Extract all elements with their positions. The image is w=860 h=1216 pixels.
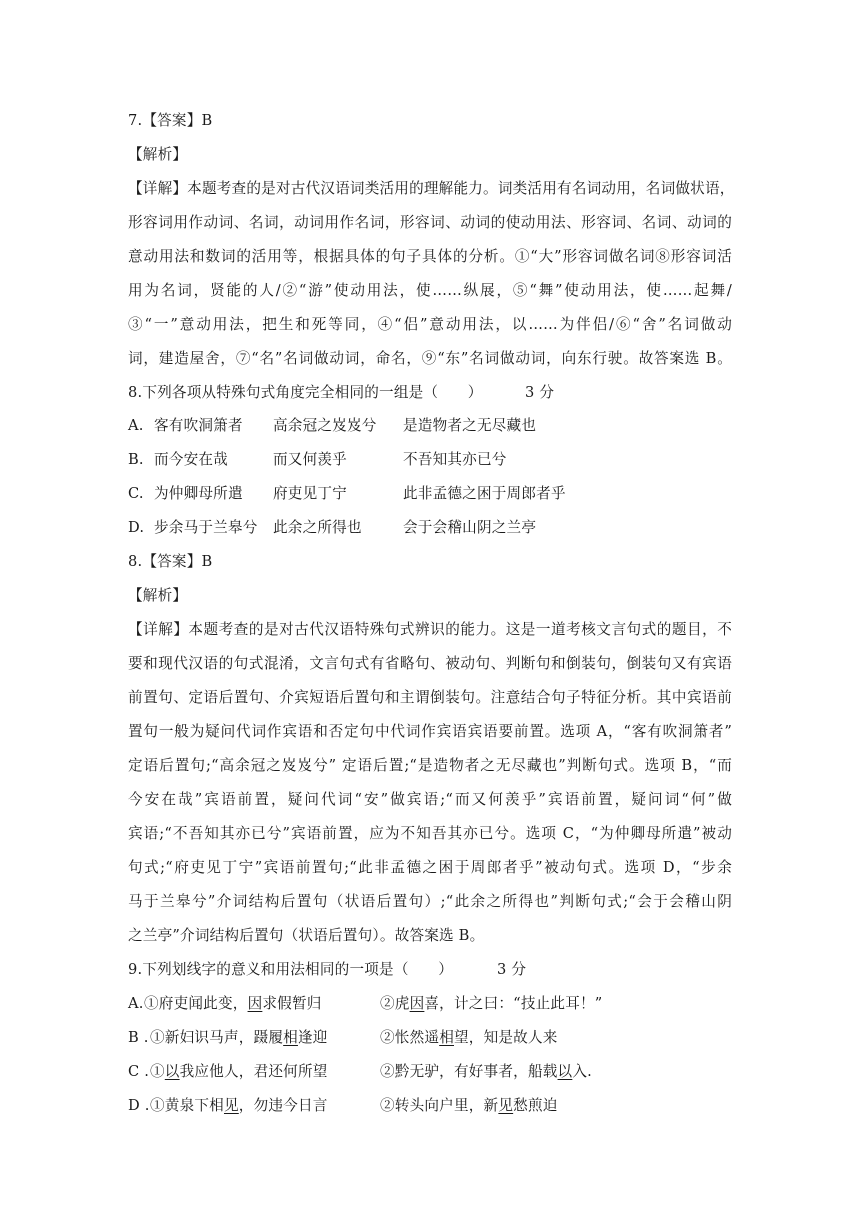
q8-detail-line: 马于兰皋兮”介词结构后置句（状语后置句）;“此余之所得也”判断句式;“会于会稽山阴	[128, 893, 732, 910]
option-right	[380, 994, 602, 1014]
option-part: 而今安在哉	[154, 451, 228, 468]
option-label: D.	[128, 519, 145, 536]
text: ①府吏闻此变，	[144, 995, 248, 1012]
underlined-char: 因	[247, 995, 263, 1012]
q7-detail-line: 形容词用作动词、名词，动词用作名词，形容词、动词的使动用法、形容词、名词、动词的	[128, 214, 732, 231]
q7-analysis-label: 【解析】	[128, 146, 188, 163]
option-part: 会于会稽山阴之兰亭	[403, 519, 537, 536]
text: ②转头向户里，新	[380, 1097, 499, 1114]
q9-option-c	[128, 1062, 728, 1082]
option-label: D .	[128, 1097, 150, 1114]
text: 喜，计之曰：“技止此耳！”	[424, 995, 603, 1012]
q7-answer: 7.【答案】B	[128, 112, 213, 129]
option-part: 是造物者之无尽藏也	[403, 417, 537, 434]
option-label: A.	[128, 417, 144, 434]
q7-detail-line: 用为名词，贤能的人/②“游”使动用法，使……纵展，⑤“舞”使动用法，使……起舞/	[128, 282, 732, 299]
option-part: 为仲卿母所遣	[154, 485, 243, 502]
option-left	[150, 1062, 328, 1082]
q8-detail-line: 要和现代汉语的句式混淆，文言句式有省略句、被动句、判断句和倒装句，倒装句又有宾语	[128, 655, 732, 672]
q7-detail-line: 意动用法和数词的活用等，根据具体的句子具体的分析。①“大”形容词做名词⑧形容词活	[128, 248, 732, 265]
option-label: B .	[128, 1029, 149, 1046]
option-left	[150, 1028, 328, 1048]
underlined-char: 以	[557, 1063, 573, 1080]
q8-detail-line: 置句一般为疑问代词作宾语和否定句中代词作宾语宾语要前置。选项 A，“客有吹洞箫者”	[128, 723, 732, 740]
q8-stem	[128, 383, 555, 403]
text: ②黔无驴，有好事者，船载	[380, 1063, 558, 1080]
underlined-char: 见	[498, 1097, 514, 1114]
underlined-char: 相	[439, 1029, 454, 1046]
q9-stem	[128, 960, 527, 980]
option-part: 此余之所得也	[273, 519, 362, 536]
text: ，勿违今日言	[238, 1097, 328, 1114]
q9-stem-text: 9.下列划线字的意义和用法相同的一项是（ ）	[128, 961, 453, 978]
option-left	[144, 994, 322, 1014]
q8-detail-line: 【详解】本题考查的是对古代汉语特殊句式辨识的能力。这是一道考核文言句式的题目，不	[128, 621, 732, 638]
q8-analysis-label: 【解析】	[128, 587, 188, 604]
q9-option-a	[128, 994, 728, 1014]
option-right	[380, 1028, 558, 1048]
underlined-char: 见	[223, 1097, 239, 1114]
q8-answer: 8.【答案】B	[128, 553, 213, 570]
q8-option-c	[128, 484, 728, 504]
q7-detail-line: 词，建造屋舍，⑦“名”名词做动词，命名，⑨“东”名词做动词，向东行驶。故答案选 B。	[128, 350, 732, 367]
q8-option-a	[128, 416, 728, 436]
text: 求假暂归	[262, 995, 322, 1012]
q8-detail-line: 定语后置句;“高余冠之岌岌兮” 定语后置;“是造物者之无尽藏也”判断句式。选项 B，“而	[128, 757, 732, 774]
option-part: 步余马于兰皋兮	[154, 519, 258, 536]
text: ①	[150, 1063, 165, 1080]
text: ①新妇识马声，蹑履	[150, 1029, 284, 1046]
option-label: C .	[128, 1063, 150, 1080]
option-part: 不吾知其亦已兮	[403, 451, 507, 468]
text: ②虎	[380, 995, 410, 1012]
option-part: 客有吹洞箫者	[154, 417, 243, 434]
q8-stem-text: 8.下列各项从特殊句式角度完全相同的一组是（ ）	[128, 384, 483, 401]
q8-detail-line: 宾语;“不吾知其亦已兮”宾语前置，应为不知吾其亦已兮。选项 C，“为仲卿母所遣”被动	[128, 825, 732, 842]
q9-option-b	[128, 1028, 728, 1048]
option-left	[150, 1096, 328, 1116]
text: ②怅然遥	[380, 1029, 440, 1046]
text: 愁煎迫	[513, 1097, 558, 1114]
option-part: 此非孟德之困于周郎者乎	[403, 485, 566, 502]
text: 逢迎	[297, 1029, 328, 1046]
q8-detail-line: 句式;“府吏见丁宁”宾语前置句;“此非孟德之困于周郎者乎”被动句式。选项 D，“步余	[128, 859, 732, 876]
underlined-char: 因	[409, 995, 425, 1012]
q7-detail-line: 【详解】本题考查的是对古代汉语词类活用的理解能力。词类活用有名词动用，名词做状语，	[128, 180, 735, 197]
option-label: B.	[128, 451, 144, 468]
option-right	[380, 1096, 558, 1116]
underlined-char: 相	[283, 1029, 298, 1046]
q8-detail-line: 之兰亭”介词结构后置句（状语后置句）。故答案选 B。	[128, 927, 485, 944]
q8-score: 3 分	[525, 384, 555, 401]
option-part: 府吏见丁宁	[273, 485, 347, 502]
q8-option-b	[128, 450, 728, 470]
q8-detail-line: 今安在哉”宾语前置，疑问代词“安”做宾语;“而又何羡乎”宾语前置，疑问词“何”做	[128, 791, 732, 808]
option-label: C.	[128, 485, 144, 502]
text: 我应他人，君还何所望	[179, 1063, 328, 1080]
option-right	[380, 1062, 592, 1082]
q9-option-d	[128, 1096, 728, 1116]
text: 望，知是故人来	[453, 1029, 558, 1046]
q7-detail-line: ③“一”意动用法，把生和死等同，④“侣”意动用法，以……为伴侣/⑥“舍”名词做动	[128, 316, 732, 333]
q8-option-d	[128, 518, 728, 538]
text: 入.	[572, 1063, 592, 1080]
text: ①黄泉下相	[150, 1097, 224, 1114]
option-label: A.	[128, 995, 144, 1012]
q9-score: 3 分	[497, 961, 527, 978]
option-part: 而又何羡乎	[273, 451, 347, 468]
underlined-char: 以	[164, 1063, 180, 1080]
option-part: 高余冠之岌岌兮	[273, 417, 377, 434]
q8-detail-line: 前置句、定语后置句、介宾短语后置句和主谓倒装句。注意结合句子特征分析。其中宾语前	[128, 689, 732, 706]
